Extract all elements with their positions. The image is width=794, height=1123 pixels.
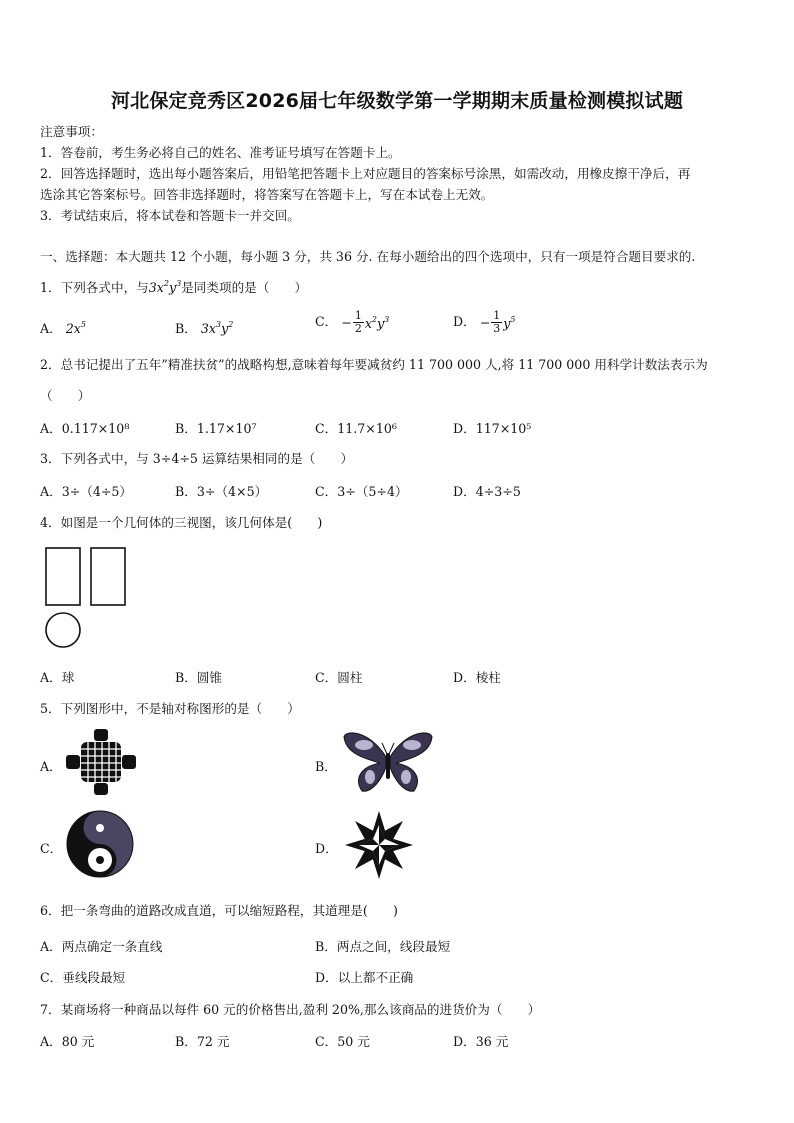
option-label: D． [453, 314, 476, 329]
top-view-circle [46, 613, 80, 647]
chinese-knot-image [64, 727, 138, 797]
question-3-option-d: D．4÷3÷5 [453, 484, 521, 499]
question-3-option-a: A．3÷（4÷5） [40, 484, 133, 499]
question-2-option-b: B．1.17×10⁷ [175, 421, 257, 436]
question-4-option-c: C．圆柱 [315, 670, 363, 685]
question-3-option-b: B．3÷（4×5） [175, 484, 268, 499]
question-7-option-c: C．50 元 [315, 1034, 370, 1049]
question-4-stem: 4．如图是一个几何体的三视图，该几何体是( ) [40, 515, 323, 530]
question-4-option-b: B．圆锥 [175, 670, 223, 685]
question-1-option-c: C． − $\frac{1}{2}$ $x^2y^3$ [315, 309, 390, 335]
question-4-option-d: D．棱柱 [453, 670, 501, 685]
question-1-option-b: B． $3x^3y^2$ [175, 320, 234, 336]
question-5-label-d: D． [315, 841, 338, 856]
section-heading: 一、选择题：本大题共 12 个小题，每小题 3 分，共 36 分. 在每小题给出的四个选项中，只有一项是符合题目要求的. [40, 249, 696, 264]
question-7-option-a: A．80 元 [40, 1034, 95, 1049]
question-3-option-c: C．3÷（5÷4） [315, 484, 408, 499]
front-view-rectangle [46, 548, 80, 605]
option-label: A． [40, 321, 62, 336]
question-7-option-d: D．36 元 [453, 1034, 509, 1049]
question-2-stem-cont: （ ） [40, 388, 91, 403]
question-1-stem-post: 是同类项的是（ ） [181, 280, 308, 295]
question-2-option-a: A．0.117×10⁸ [40, 421, 130, 436]
question-1-stem [40, 277, 307, 296]
notice-item-3: 3．考试结束后，将本试卷和答题卡一并交回。 [40, 208, 300, 223]
question-2-option-d: D．117×10⁵ [453, 421, 532, 436]
octagram-star-image [343, 809, 415, 881]
option-label: B． [175, 321, 197, 336]
question-6-option-a: A．两点确定一条直线 [40, 939, 163, 954]
question-6-option-c: C．垂线段最短 [40, 970, 126, 985]
notice-item-2-cont: 选涂其它答案标号。回答非选择题时，将答案写在答题卡上，写在本试卷上无效。 [40, 187, 494, 202]
notice-heading: 注意事项： [40, 124, 103, 139]
question-5-stem: 5．下列图形中，不是轴对称图形的是（ ） [40, 701, 300, 716]
question-2-option-c: C．11.7×10⁶ [315, 421, 397, 436]
butterfly-image [340, 727, 436, 797]
question-3-stem: 3．下列各式中，与 3÷4÷5 运算结果相同的是（ ） [40, 451, 354, 466]
notice-item-1: 1．答卷前，考生务必将自己的姓名、准考证号填写在答题卡上。 [40, 145, 401, 160]
page-title: 河北保定竞秀区2026届七年级数学第一学期期末质量检测模拟试题 [110, 90, 684, 112]
question-5-label-a: A． [40, 759, 62, 774]
question-1-option-d: D． − $\frac{1}{3}$ $y^5$ [453, 309, 516, 335]
question-1-stem-pre: 1．下列各式中，与 [40, 280, 149, 295]
question-7-option-b: B．72 元 [175, 1034, 230, 1049]
question-6-option-d: D．以上都不正确 [315, 970, 414, 985]
question-5-label-b: B． [315, 759, 337, 774]
side-view-rectangle [91, 548, 125, 605]
question-7-stem: 7．某商场将一种商品以每件 60 元的价格售出,盈利 20%,那么该商品的进货价为（ ） [40, 1002, 541, 1017]
notice-item-2: 2．回答选择题时，选出每小题答案后，用铅笔把答题卡上对应题目的答案标号涂黑，如需改动，用橡皮擦干净后，再 [40, 166, 691, 181]
option-label: C． [315, 314, 338, 329]
question-1-expression: $3x^2y^3$ [148, 279, 182, 295]
yin-yang-image [66, 809, 136, 879]
question-6-stem: 6．把一条弯曲的道路改成直道，可以缩短路程，其道理是( ) [40, 903, 398, 918]
question-4-option-a: A．球 [40, 670, 75, 685]
question-1-option-a: A． $2x^5$ [40, 320, 86, 336]
question-6-option-b: B．两点之间，线段最短 [315, 939, 451, 954]
question-5-label-c: C． [40, 841, 63, 856]
three-view-figure [40, 544, 140, 654]
question-2-stem: 2．总书记提出了五年”精准扶贫”的战略构想,意味着每年要减贫约 11 700 000 人,将 11 700 000 用科学计数法表示为 [40, 357, 708, 372]
